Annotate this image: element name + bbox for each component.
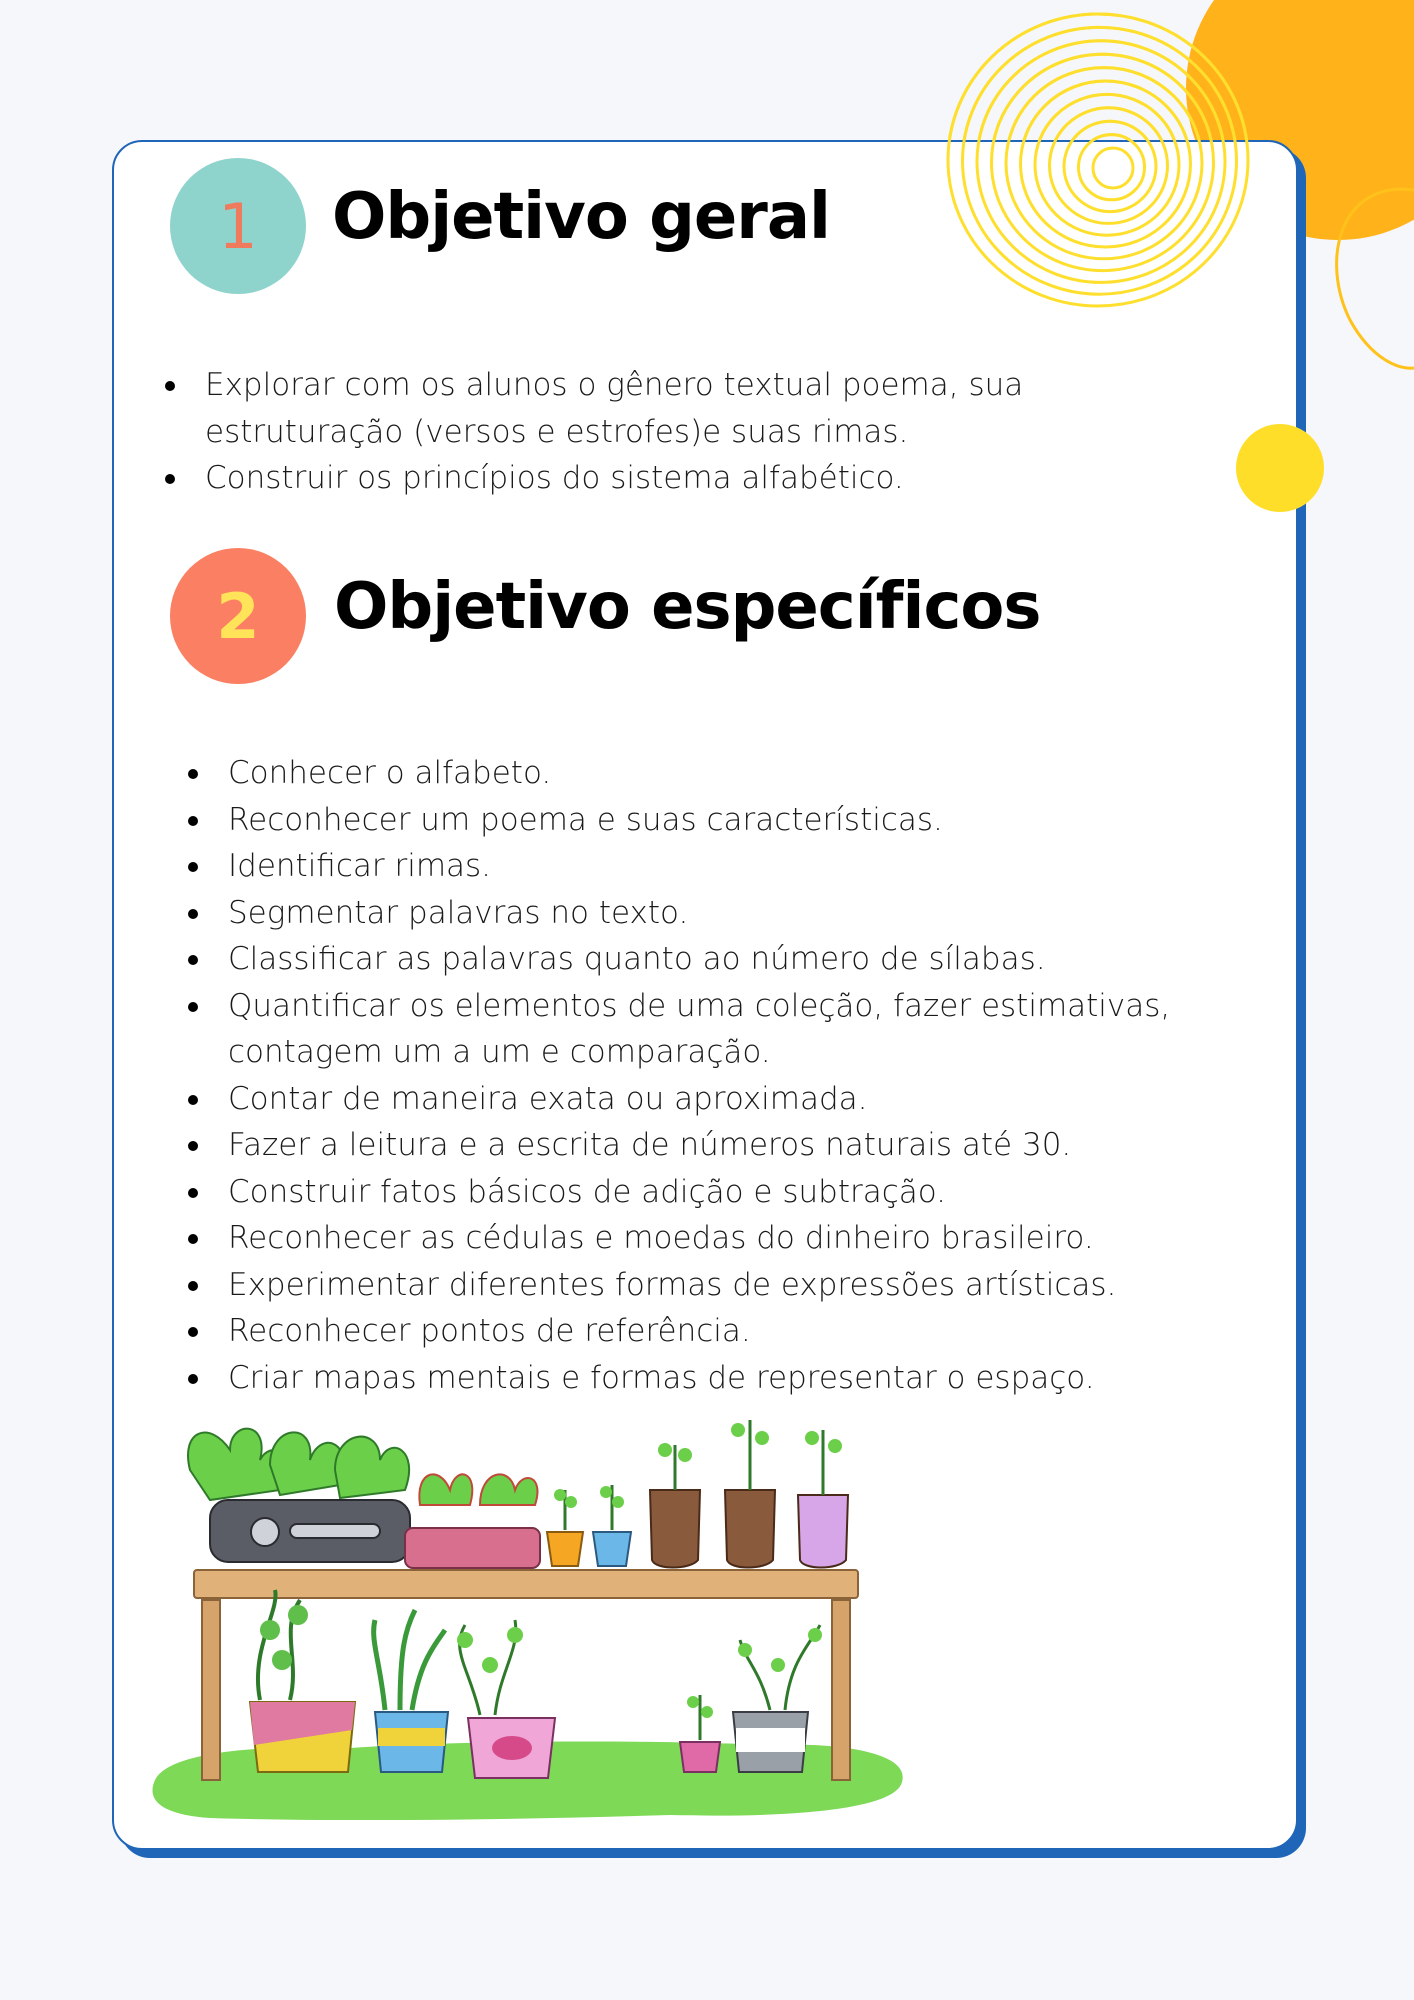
plant-shelf-illustration — [150, 1410, 910, 1820]
yellow-dot — [1236, 424, 1324, 512]
bottom-blue-yellow-pot — [374, 1610, 448, 1772]
general-objectives-list — [165, 362, 1095, 502]
list-item: Contar de maneira exata ou aproximada. — [188, 1076, 1248, 1123]
bottom-yellow-pink-pot — [250, 1590, 355, 1772]
list-item: Identificar rimas. — [188, 843, 1248, 890]
shelf-top — [194, 1570, 858, 1598]
section-2-number: 2 — [216, 579, 260, 653]
specific-objectives-list — [188, 750, 1248, 1401]
small-orange-pot — [547, 1489, 583, 1566]
list-item: Classificar as palavras quanto ao número de sílabas. — [188, 936, 1248, 983]
list-item: Criar mapas mentais e formas de representar o espaço. — [188, 1355, 1248, 1402]
section-1-number: 1 — [218, 189, 258, 263]
yellow-spiral-front — [948, 14, 1248, 306]
spiral-ring — [1079, 135, 1145, 200]
spiral-ring — [1050, 108, 1168, 224]
section-1-title: Objetivo geral — [332, 180, 830, 254]
bottle-planters — [650, 1420, 848, 1568]
bottom-small-pink-pot — [680, 1695, 720, 1772]
list-item: Construir fatos básicos de adição e subtração. — [188, 1169, 1248, 1216]
list-item: Quantificar os elementos de uma coleção, fazer estimativas, contagem um a um e comparação. — [188, 983, 1248, 1076]
section-2-number-badge — [170, 548, 306, 684]
spiral-ring — [1093, 148, 1133, 188]
lettuce-planter — [188, 1429, 410, 1562]
list-item: Segmentar palavras no texto. — [188, 890, 1248, 937]
list-item: Conhecer o alfabeto. — [188, 750, 1248, 797]
section-1-number-badge — [170, 158, 306, 294]
shelf-leg-right — [832, 1600, 850, 1780]
bottom-pink-pot — [457, 1620, 555, 1778]
list-item: Reconhecer um poema e suas características. — [188, 797, 1248, 844]
list-item: Reconhecer as cédulas e moedas do dinheiro brasileiro. — [188, 1215, 1248, 1262]
section-2-title: Objetivo específicos — [334, 570, 1041, 644]
list-item: Experimentar diferentes formas de expressões artísticas. — [188, 1262, 1248, 1309]
list-item: Construir os princípios do sistema alfabético. — [165, 455, 1095, 502]
pink-planter — [405, 1474, 540, 1568]
small-blue-pot — [593, 1485, 631, 1566]
list-item: Explorar com os alunos o gênero textual poema, sua estruturação (versos e estrofes)e suas rimas. — [165, 362, 1095, 455]
shelf-leg-left — [202, 1600, 220, 1780]
list-item: Reconhecer pontos de referência. — [188, 1308, 1248, 1355]
list-item: Fazer a leitura e a escrita de números naturais até 30. — [188, 1122, 1248, 1169]
